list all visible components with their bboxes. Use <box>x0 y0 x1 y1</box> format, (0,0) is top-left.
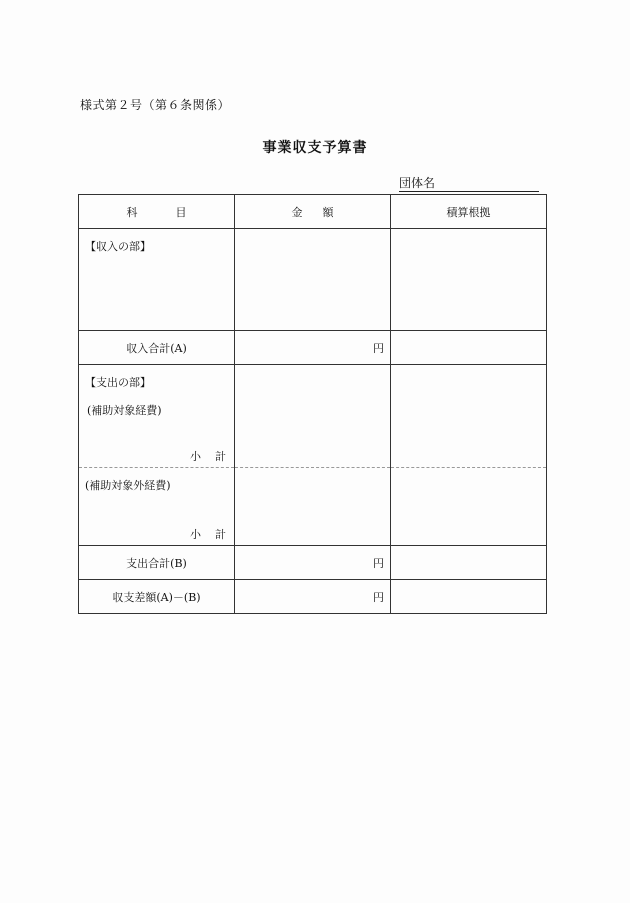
income-total-yen: 円 <box>373 341 384 355</box>
organization-name-field[interactable] <box>399 176 539 192</box>
expense-total-label: 支出合計(B) <box>126 556 187 570</box>
income-section-label: 【収入の部】 <box>85 240 151 253</box>
header-basis <box>391 195 547 229</box>
income-total-basis-cell[interactable] <box>391 331 547 365</box>
balance-row <box>79 580 547 614</box>
expense-total-amount-cell[interactable] <box>235 546 391 580</box>
header-basis-text: 積算根拠 <box>446 205 491 219</box>
subsidy-expense-row <box>79 365 547 468</box>
header-amount <box>235 195 391 229</box>
balance-label-cell <box>79 580 235 614</box>
income-subject-cell <box>79 229 235 331</box>
non-subsidy-expense-amount-cell[interactable] <box>235 468 391 546</box>
header-subject-text: 科目 <box>126 205 225 219</box>
income-total-row <box>79 331 547 365</box>
non-subsidy-expense-row <box>79 468 547 546</box>
header-subject <box>79 195 235 229</box>
expense-total-label-cell <box>79 546 235 580</box>
balance-label: 収支差額(A)－(B) <box>112 590 201 604</box>
balance-yen: 円 <box>373 590 384 604</box>
subsidy-expense-amount-cell[interactable] <box>235 365 391 468</box>
income-total-amount-cell[interactable] <box>235 331 391 365</box>
table-header-row <box>79 195 547 229</box>
expense-total-basis-cell[interactable] <box>391 546 547 580</box>
non-subsidy-expense-label: (補助対象外経費) <box>85 479 171 492</box>
balance-basis-cell[interactable] <box>391 580 547 614</box>
form-number: 様式第２号（第６条関係） <box>80 98 231 112</box>
expense-total-yen: 円 <box>373 556 384 570</box>
subsidy-subtotal-label: 小計 <box>190 450 240 463</box>
balance-amount-cell[interactable] <box>235 580 391 614</box>
income-total-label: 収入合計(A) <box>126 341 187 355</box>
organization-name-label: 団体名 <box>399 176 436 190</box>
non-subsidy-subtotal-label: 小計 <box>190 528 240 541</box>
expense-total-row <box>79 546 547 580</box>
income-amount-cell[interactable] <box>235 229 391 331</box>
subsidy-expense-label: (補助対象経費) <box>87 404 162 417</box>
income-section-row <box>79 229 547 331</box>
income-total-label-cell <box>79 331 235 365</box>
non-subsidy-expense-subject-cell <box>79 468 240 546</box>
expense-section-label: 【支出の部】 <box>85 376 151 389</box>
header-amount-text: 金額 <box>291 205 354 219</box>
subsidy-expense-basis-cell[interactable] <box>391 365 547 468</box>
income-basis-cell[interactable] <box>391 229 547 331</box>
subsidy-expense-subject-cell <box>79 365 240 468</box>
budget-table <box>78 194 547 614</box>
document-title: 事業収支予算書 <box>262 140 368 156</box>
non-subsidy-expense-basis-cell[interactable] <box>391 468 547 546</box>
